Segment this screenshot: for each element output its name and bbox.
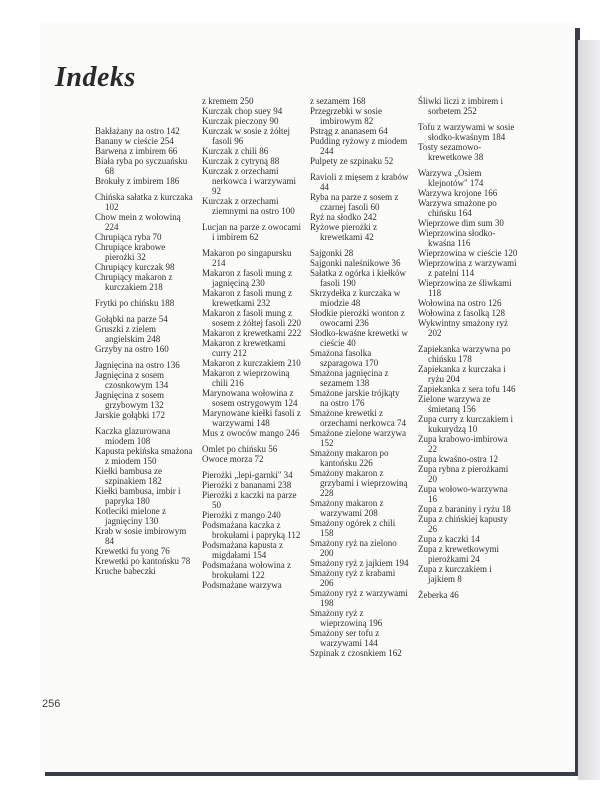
index-entry: Sajgonki 28 (310, 248, 354, 258)
index-entry: Wykwintny smażony ryż 202 (418, 318, 508, 338)
index-entry: Makaron z fasoli mung z krewetkami 232 (202, 288, 292, 308)
index-entry: Kiełki bambusa ze szpinakiem 182 (95, 466, 162, 486)
index-entry: Warzywa krojone 166 (418, 188, 498, 198)
index-entry: Smażony makaron z grzybami i wieprzowiną 228 (310, 468, 408, 498)
index-entry: Chow mein z wołowiną 224 (95, 212, 181, 232)
index-entry: Wołowina z fasolką 128 (418, 308, 506, 318)
index-entry: Wieprzowe dim sum 30 (418, 218, 504, 228)
index-letter-group (202, 248, 302, 438)
index-entry: Ryba na parze z sosem z czarnej fasoli 60 (310, 192, 399, 212)
index-entry: Pierożki z bananami 238 (202, 480, 292, 490)
index-entry: Owoce morza 72 (202, 454, 264, 464)
index-entry: Pierożki z mango 240 (202, 510, 281, 520)
index-entry: Skrzydełka z kurczaka w miodzie 48 (310, 288, 401, 308)
index-entry: Jarskie gołąbki 172 (95, 410, 165, 420)
index-entry: Makaron z krewetkami 222 (202, 328, 302, 338)
index-letter-group (418, 344, 518, 584)
index-entry: Chrupiący makaron z kurczakiem 218 (95, 272, 173, 292)
index-letter-group (202, 222, 302, 242)
index-entry: Kapusta pekińska smażona z miodem 150 (95, 446, 193, 466)
index-entry: Smażona jagnięcina z sezamem 138 (310, 368, 389, 388)
index-entry: Gruszki z zielem angielskim 248 (95, 324, 161, 344)
index-letter-group (418, 168, 518, 338)
page-number: 256 (42, 698, 61, 710)
index-entry: Kruche babeczki (95, 566, 156, 576)
index-entry: Tofu z warzywami w sosie słodko-kwaśnym 184 (418, 122, 515, 142)
index-letter-group (95, 126, 195, 186)
index-entry: Kurczak z cytryną 88 (202, 156, 280, 166)
index-entry: Pulpety ze szpinaku 52 (310, 156, 394, 166)
index-entry: Kotleciki mielone z jagnięciny 130 (95, 506, 166, 526)
index-entry: Sajgonki naleśnikowe 36 (310, 258, 401, 268)
index-entry: Smażony ryż z krabami 206 (310, 568, 396, 588)
index-entry: Smażony ogórek z chili 158 (310, 518, 396, 538)
index-entry: Wieprzowina słodko-kwaśna 116 (418, 228, 496, 248)
index-letter-group (418, 96, 518, 116)
index-entry: Marynowana wołowina z sosem ostrygowym 124 (202, 388, 298, 408)
index-letter-group (95, 298, 195, 308)
index-entry: Omlet po chińsku 56 (202, 444, 278, 454)
index-entry: Kurczak w sosie z żółtej fasoli 96 (202, 126, 290, 146)
index-letter-group (310, 248, 410, 658)
index-entry: Chrupiąca ryba 70 (95, 232, 162, 242)
index-entry: Pstrąg z ananasem 64 (310, 126, 388, 136)
index-entry: Zupa kwaśno-ostra 12 (418, 454, 498, 464)
index-entry: Gołąbki na parze 54 (95, 314, 168, 324)
index-letter-group (418, 122, 518, 162)
index-entry: Warzywa smażone po chińsku 164 (418, 198, 497, 218)
index-entry: Ryżowe pierożki z krewetkami 42 (310, 222, 378, 242)
index-entry: Kaczka glazurowana miodem 108 (95, 426, 171, 446)
index-entry: Kurczak z orzechami ziemnymi na ostro 100 (202, 196, 295, 216)
index-entry: Smażony ser tofu z warzywami 144 (310, 628, 380, 648)
index-entry: Kurczak pieczony 90 (202, 116, 279, 126)
index-entry: Frytki po chińsku 188 (95, 298, 175, 308)
index-entry: Tosty sezamowo-krewetkowe 38 (418, 142, 484, 162)
index-entry: Zapiekanka warzywna po chińsku 178 (418, 344, 511, 364)
index-entry: Zupa z krewetkowymi pierożkami 24 (418, 544, 499, 564)
index-entry: Lucjan na parze z owocami i imbirem 62 (202, 222, 301, 242)
index-entry: Przegrzebki w sosie imbirowym 82 (310, 106, 382, 126)
index-letter-group (202, 444, 302, 464)
index-entry: Makaron z krewetkami curry 212 (202, 338, 286, 358)
index-entry: Słodkie pierożki wonton z owocami 236 (310, 308, 405, 328)
index-letter-group (418, 590, 518, 600)
index-entry: Zupa z chińskiej kapusty 26 (418, 514, 508, 534)
index-entry: Zapiekanka z sera tofu 146 (418, 384, 516, 394)
index-entry: Zapiekanka z kurczaka i ryżu 204 (418, 364, 506, 384)
index-entry: Smażona fasolka szparagowa 170 (310, 348, 379, 368)
index-entry: Zupa krabowo-imbirowa 22 (418, 434, 508, 454)
page-title: Indeks (55, 62, 136, 93)
index-letter-group (202, 470, 302, 590)
next-page-edge (578, 40, 600, 780)
index-entry: Podsmażane warzywa (202, 580, 282, 590)
index-letter-group (202, 96, 302, 216)
index-entry: Smażony ryż z wieprzowiną 196 (310, 608, 383, 628)
index-entry: Krewetki fu yong 76 (95, 546, 170, 556)
index-entry: Kurczak z orzechami nerkowca i warzywami 92 (202, 166, 296, 196)
index-entry: Ravioli z mięsem z krabów 44 (310, 172, 409, 192)
index-entry: Chińska sałatka z kurczaka 102 (95, 192, 193, 212)
index-entry: Zupa z kurczakiem i jajkiem 8 (418, 564, 492, 584)
index-column-3 (310, 96, 410, 658)
index-entry: Banany w cieście 254 (95, 136, 174, 146)
index-letter-group (310, 96, 410, 166)
index-letter-group (95, 192, 195, 292)
index-entry: Bakłażany na ostro 142 (95, 126, 180, 136)
index-entry: Barwena z imbirem 66 (95, 146, 178, 156)
index-entry: Ryż na słodko 242 (310, 212, 377, 222)
index-entry: Wieprzowina z warzywami z patelni 114 (418, 258, 517, 278)
index-entry: Smażony ryż z jajkiem 194 (310, 558, 409, 568)
index-entry: Podsmażana wołowina z brokułami 122 (202, 560, 291, 580)
index-entry: Krewetki po kantońsku 78 (95, 556, 191, 566)
index-entry: Chrupiące krabowe pierożki 32 (95, 242, 166, 262)
index-letter-group (310, 172, 410, 242)
index-entry: Pudding ryżowy z miodem 244 (310, 136, 408, 156)
index-entry: Mus z owoców mango 246 (202, 428, 300, 438)
index-entry: Jagnięcina z sosem czosnkowym 134 (95, 370, 169, 390)
index-entry: Wieprzowina ze śliwkami 118 (418, 278, 512, 298)
index-entry: Kiełki bambusa, imbir i papryka 180 (95, 486, 181, 506)
index-entry: Smażone zielone warzywa 152 (310, 428, 406, 448)
index-entry: Smażony ryż na zielono 200 (310, 538, 397, 558)
index-entry: Makaron z wieprzowiną chili 216 (202, 368, 290, 388)
index-entry: Żeberka 46 (418, 590, 459, 600)
index-entry: Słodko-kwaśne krewetki w cieście 40 (310, 328, 408, 348)
index-entry: Marynowane kiełki fasoli z warzywami 148 (202, 408, 301, 428)
index-entry: Smażony makaron po kantońsku 226 (310, 448, 389, 468)
index-entry: Makaron z kurczakiem 210 (202, 358, 301, 368)
index-entry: Zupa z kaczki 14 (418, 534, 480, 544)
index-entry: z sezamem 168 (310, 96, 366, 106)
index-entry: Smażony makaron z warzywami 208 (310, 498, 384, 518)
index-entry: Smażony ryż z warzywami 198 (310, 588, 408, 608)
index-letter-group (95, 426, 195, 576)
index-letter-group (95, 314, 195, 354)
index-entry: Pierożki z kaczki na parze 50 (202, 490, 297, 510)
index-entry: Jagnięcina na ostro 136 (95, 360, 180, 370)
index-entry: Makaron po singapursku 214 (202, 248, 292, 268)
index-entry: Podsmażana kaczka z brokułami i papryką 112 (202, 520, 301, 540)
index-entry: Kurczak z chili 86 (202, 146, 269, 156)
index-column-1 (95, 126, 195, 576)
index-entry: Makaron z fasoli mung z sosem z żółtej fasoli 220 (202, 308, 301, 328)
index-entry: Podsmażana kapusta z migdałami 154 (202, 540, 283, 560)
index-entry: Smażone krewetki z orzechami nerkowca 74 (310, 408, 406, 428)
index-entry: Wołowina na ostro 126 (418, 298, 502, 308)
index-entry: Pierożki „lepi-garnki" 34 (202, 470, 293, 480)
index-entry: Warzywa „Osiem klejnotów" 174 (418, 168, 484, 188)
index-entry: Jagnięcina z sosem grzybowym 132 (95, 390, 164, 410)
index-entry: Makaron z fasoli mung z jagnięciną 230 (202, 268, 292, 288)
index-entry: Szpinak z czosnkiem 162 (310, 648, 402, 658)
index-entry: Chrupiący kurczak 98 (95, 262, 175, 272)
index-entry: Biała ryba po syczuańsku 68 (95, 156, 188, 176)
index-entry: Zupa wołowo-warzywna 16 (418, 484, 508, 504)
index-entry: Brokuły z imbirem 186 (95, 176, 180, 186)
index-entry: Wieprzowina w cieście 120 (418, 248, 518, 258)
index-entry: Krab w sosie imbirowym 84 (95, 526, 187, 546)
index-letter-group (95, 360, 195, 420)
index-entry: Grzyby na ostro 160 (95, 344, 169, 354)
index-entry: Zielone warzywa ze śmietaną 156 (418, 394, 491, 414)
index-entry: Sałatka z ogórka i kiełków fasoli 190 (310, 268, 406, 288)
index-column-4 (418, 96, 518, 600)
index-entry: Śliwki liczi z imbirem i sorbetem 252 (418, 96, 503, 116)
index-entry: z kremem 250 (202, 96, 254, 106)
index-entry: Zupa z baraniny i ryżu 18 (418, 504, 511, 514)
index-entry: Kurczak chop suey 94 (202, 106, 283, 116)
index-entry: Zupa rybna z pierożkami 20 (418, 464, 509, 484)
index-entry: Smażone jarskie trójkąty na ostro 176 (310, 388, 400, 408)
index-column-2 (202, 96, 302, 590)
index-entry: Zupa curry z kurczakiem i kukurydzą 10 (418, 414, 513, 434)
